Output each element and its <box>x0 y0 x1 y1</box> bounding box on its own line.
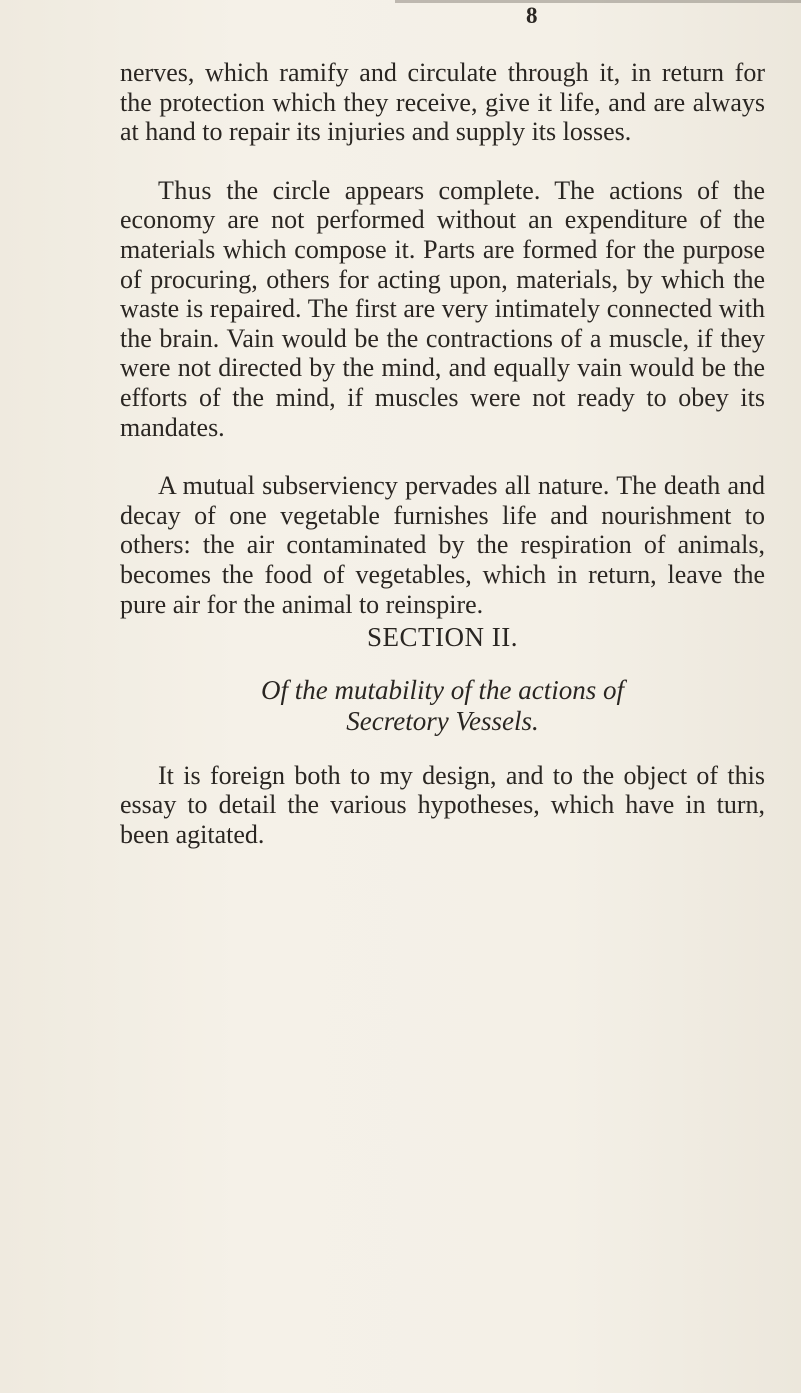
section-heading: SECTION II. <box>367 622 518 653</box>
page-body <box>120 58 765 849</box>
section-title-line-2: Secretory Vessels. <box>346 705 539 736</box>
page-top-rule <box>395 0 801 3</box>
section-title <box>120 675 765 737</box>
page-number: 8 <box>526 3 538 28</box>
section-title-line-1: Of the mutability of the actions of <box>261 674 624 705</box>
paragraph-2 <box>120 176 765 442</box>
section-paragraph: It is foreign both to my design, and to the object of this essay to detail the various hypotheses, which have in turn, been agitated. <box>120 760 765 849</box>
paragraph-1: nerves, which ramify and circulate through it, in return for the protection which they receive, give it life, and are always at hand to repair its injuries and supply its losses. <box>120 58 765 147</box>
paragraph-2-text: the circle appears complete. The actions of the economy are not performed without an expenditure of the materials which compose it. Parts are formed for the purpose of procuring, others for acting upon, materials, by which the waste is repaired. The first are very intimately connected with the brain. Vain would be the contractions of a muscle, if they were not directed by the mind, and equally vain would be the efforts of the mind, if muscles were not ready to obey its mandates. <box>120 175 765 442</box>
paragraph-2-lead: Thus <box>158 175 212 205</box>
paragraph-3: A mutual subserviency pervades all nature. The death and decay of one vegetable furnishes life and nourishment to others: the air contaminated by the respiration of animals, becomes the food of vegetables, which in return, leave the pure air for the animal to reinspire. <box>120 471 765 619</box>
